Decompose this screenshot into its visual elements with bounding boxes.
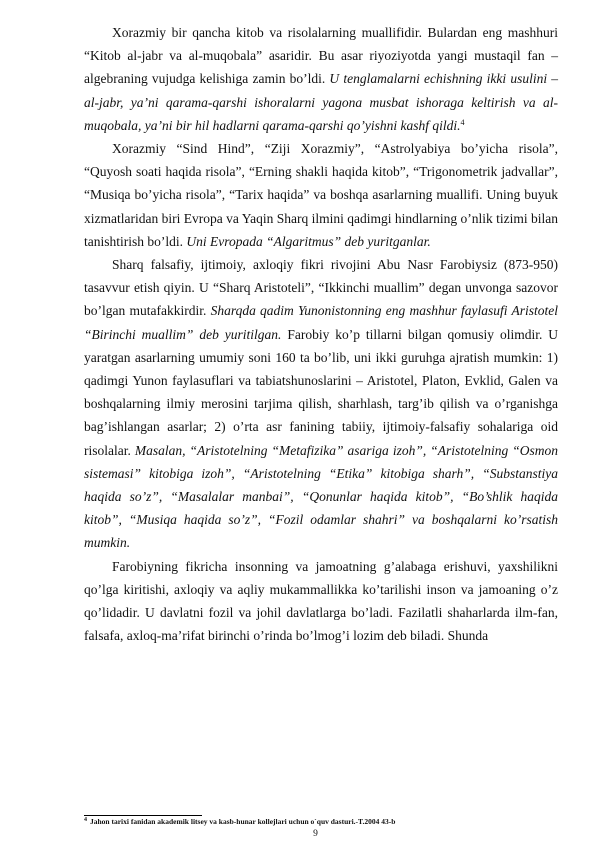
paragraph-italic-text: U tenglamalarni echishning ikki usulini – al-jabr, ya’ni qarama-qarshi ishoralarni yagona musbat ishoraga keltirish va al-muqobala, ya’ni bir hil hadlarni qarama-qarshi qo’yishni kashf qildi. bbox=[84, 71, 558, 133]
paragraph-italic-text: Masalan, “Aristotelning “Metafizika” asariga izoh”, “Aristotelning “Osmon sistemasi” kitobiga izoh”, “Aristotelning “Etika” kitobiga sharh”, “Substanstiya haqida so’z”, “Masalalar manbai”, “Qonunlar haqida kitob”, “Bo’shlik haqida kitob”, “Musiqa haqida so’z”, “Fozil odamlar shahri” va boshqalarni ko’rsatish mumkin. bbox=[84, 442, 558, 551]
paragraph-text: Sharq falsafiy, ijtimoiy, axloqiy fikri rivojini Abu Nasr Farobiysiz (873-950) tasavvur etish qiyin. U “Sharq Aristoteli”, “Ikkinchi muallim” degan unvonga sazovor bo’lgan mutafakkirdir. bbox=[84, 257, 558, 319]
paragraph-xorazmiy-works bbox=[84, 137, 558, 253]
paragraph-italic-text: Uni Evropada “Algaritmus” deb yuritganlar. bbox=[186, 233, 431, 249]
paragraph-italic-text: Sharqda qadim Yunonistonning eng mashhur faylasufi Aristotel “Birinchi muallim” deb yuritilgan. bbox=[84, 303, 558, 342]
page-number: 9 bbox=[313, 829, 318, 839]
footnote-reference[interactable]: 4 bbox=[460, 117, 465, 127]
paragraph-farobiy bbox=[84, 253, 558, 555]
page-body bbox=[84, 21, 558, 647]
paragraph-text: Farobiy ko’p tillarni bilgan qomusiy olimdir. U yaratgan asarlarning umumiy soni 160 ta bo’lib, uni ikki guruhga ajratish mumkin: 1) qadimgi Yunon faylasuflari va tabiatshunoslarini – Aristotel, Platon, Evklid, Galen va boshqalarning ilmiy merosini tarjima qilish, sharhlash, targ’ib qilish va o’rganishga bag’ishlangan asarlar; 2) o’rta asr fanining tabiiy, ijtimoiy-falsafiy sohalariga oid risolalar. bbox=[84, 326, 558, 458]
footnote-divider bbox=[84, 815, 202, 816]
footnote bbox=[84, 817, 558, 827]
paragraph-text: Xorazmiy bir qancha kitob va risolalarning muallifidir. Bulardan eng mashhuri “Kitob al-jabr va al-muqobala” asaridir. Bu asar riyoziyotda yangi mustaqil fan – algebraning vujudga kelishiga zamin bo’ldi. bbox=[84, 25, 558, 87]
footnote-mark: 4 bbox=[84, 817, 87, 823]
paragraph-text: Xorazmiy “Sind Hind”, “Ziji Xorazmiy”, “Astrolyabiya bo’yicha risola”, “Quyosh soati haqida risola”, “Erning shakli haqida kitob”, “Trigonometrik jadvallar”, “Musiqa bo’yicha risola”, “Tarix haqida” va boshqa asarlarning muallifi. Uning buyuk xizmatlaridan biri Evropa va Yaqin Sharq ilmini qadimgi hindlarning o’nlik tizimi bilan tanishtirish bo’ldi. bbox=[84, 141, 558, 249]
footnote-text: Jahon tarixi fanidan akademik litsey va kasb-hunar kollejlari uchun o`quv dasturi.-T.2004 43-b bbox=[90, 817, 396, 826]
paragraph-text: Farobiyning fikricha insonning va jamoatning g’alabaga erishuvi, yaxshilikni qo’lga kiritishi, axloqiy va aqliy mukammallikka ko’tarilishi inson va jamoaning o’z qo’lidadir. U davlatni fozil va johil davlatlarga bo’ladi. Fazilatli shaharlarda ilm-fan, falsafa, axloq-ma’rifat birinchi o’rinda bo’lmog’i lozim deb biladi. Shunda bbox=[84, 558, 558, 644]
paragraph-farobiy-views bbox=[84, 555, 558, 648]
paragraph-xorazmiy-algebra bbox=[84, 21, 558, 137]
